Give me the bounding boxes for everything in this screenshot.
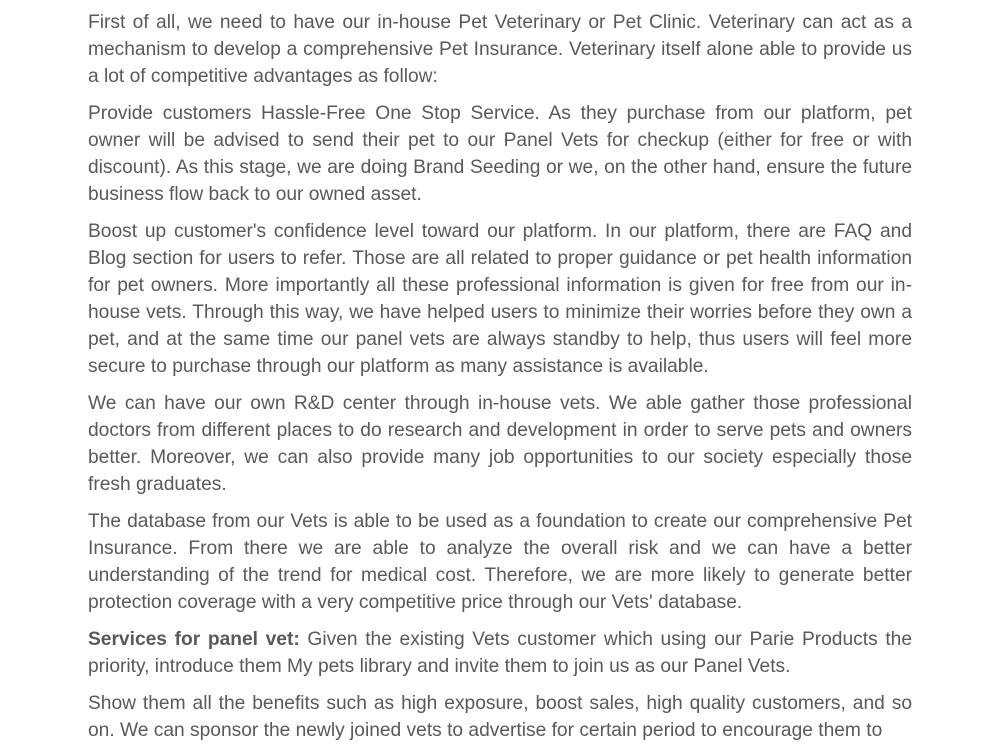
services-text: Given the existing Vets customer which using our Parie Products the priority, introduce them My pets library and invite them to join us as our Panel Vets. [88,629,913,677]
paragraph-one-stop-service: Provide customers Hassle-Free One Stop Service. As they purchase from our platform, pet owner will be advised to send their pet to our Panel Vets for checkup (either for free or with discount). As this stage, we are doing Brand Seeding or we, on the other hand, ensure the future business flow back to our owned asset. [88,103,912,205]
document-body [88,9,912,754]
services-heading: Services for panel vet: [88,629,300,650]
paragraph-customer-confidence: Boost up customer's confidence level toward our platform. In our platform, there are FAQ and Blog section for users to refer. Those are all related to proper guidance or pet health information for pet owners. More importantly all these professional information is given for free from our in-house vets. Through this way, we have helped users to minimize their worries before they own a pet, and at the same time our panel vets are always standby to help, thus users will feel more secure to purchase through our platform as many assistance is available. [88,221,912,377]
paragraph-vet-database: The database from our Vets is able to be used as a foundation to create our comprehensive Pet Insurance. From there we are able to analyze the overall risk and we can have a better understanding of the trend for medical cost. Therefore, we are more likely to generate better protection coverage with a very competitive price through our Vets' database. [88,511,912,613]
paragraph-benefits: Show them all the benefits such as high exposure, boost sales, high quality customers, and so on. We can sponsor the newly joined vets to advertise for certain period to encourage them to [88,693,912,741]
paragraph-in-house-vet: First of all, we need to have our in-house Pet Veterinary or Pet Clinic. Veterinary can act as a mechanism to develop a comprehensive Pet Insurance. Veterinary itself alone able to provide us a lot of competitive advantages as follow: [88,12,912,87]
paragraph-rd-center: We can have our own R&D center through in-house vets. We able gather those professional doctors from different places to do research and development in order to serve pets and owners better. Moreover, we can also provide many job opportunities to our society especially those fresh graduates. [88,393,912,495]
paragraph-services-panel-vet [88,626,912,680]
